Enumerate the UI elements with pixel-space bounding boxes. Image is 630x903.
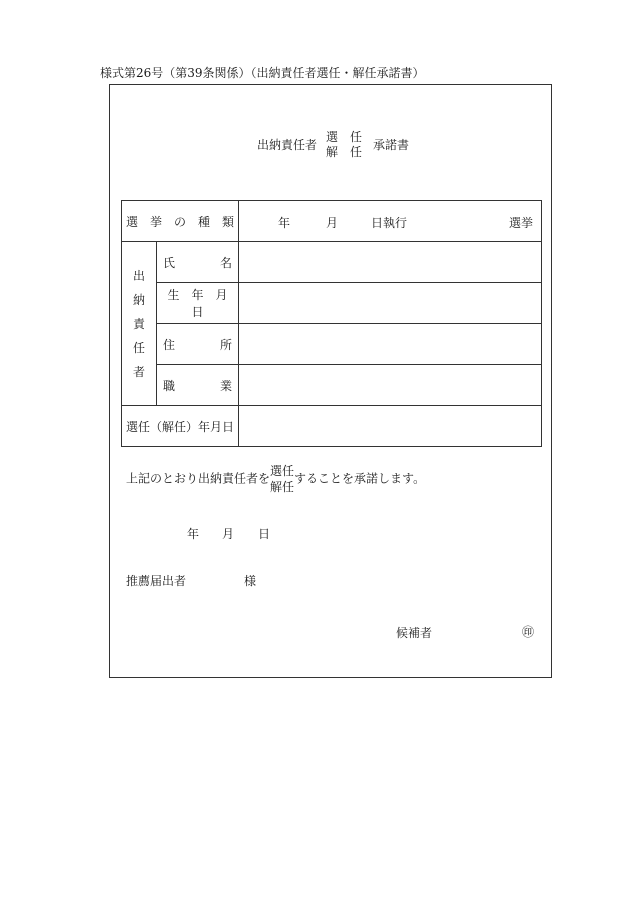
form-number-label: 様式第26号（第39条関係）（出納責任者選任・解任承諾書）: [100, 66, 425, 80]
title-option-appoint: 選 任: [326, 130, 363, 144]
treasurer-vertical-label: 出 納 責 任 者: [122, 242, 157, 406]
election-year-label: 年: [278, 216, 291, 230]
consent-statement: 上記のとおり出納責任者を 選任 解任 することを承諾します。: [126, 464, 426, 494]
statement-option-dismiss: 解任: [270, 480, 295, 494]
recommender-label: 推薦届出者: [126, 574, 187, 588]
occupation-row: [122, 365, 542, 406]
election-type-value-cell[interactable]: [239, 201, 542, 242]
birthdate-value-field[interactable]: [239, 283, 542, 324]
election-type-label: 選 挙 の 種 類: [122, 201, 239, 242]
name-label-cell: 氏 名: [157, 242, 239, 283]
seal-mark-icon: ㊞: [522, 625, 535, 639]
title-option-dismiss: 解 任: [326, 145, 363, 159]
date-month-label: 月: [222, 527, 235, 541]
recommender-honorific: 様: [244, 574, 257, 588]
address-value-field[interactable]: [239, 324, 542, 365]
name-row: [122, 242, 542, 283]
appointment-date-value-field[interactable]: [239, 406, 542, 447]
birthdate-label: 生 年 月 日: [157, 283, 239, 324]
occupation-label-cell: 職 業: [157, 365, 239, 406]
address-row: [122, 324, 542, 365]
statement-option-appoint: 選任: [270, 464, 295, 478]
occupation-value-field[interactable]: [239, 365, 542, 406]
name-value-field[interactable]: [239, 242, 542, 283]
appointment-date-row: [122, 406, 542, 447]
title-suffix: 承諾書: [373, 138, 410, 152]
birthdate-row: [122, 283, 542, 324]
election-suffix-label: 選挙: [509, 216, 534, 230]
treasurer-form-table: [121, 200, 542, 447]
date-day-label: 日: [258, 527, 271, 541]
election-type-row: [122, 201, 542, 242]
date-year-label: 年: [187, 527, 200, 541]
election-day-exec-label: 日執行: [371, 216, 408, 230]
address-label-cell: 住 所: [157, 324, 239, 365]
candidate-label: 候補者: [396, 626, 433, 640]
title-prefix: 出納責任者: [257, 138, 318, 152]
election-month-label: 月: [326, 216, 339, 230]
appointment-date-label: 選任（解任）年月日: [122, 406, 239, 447]
